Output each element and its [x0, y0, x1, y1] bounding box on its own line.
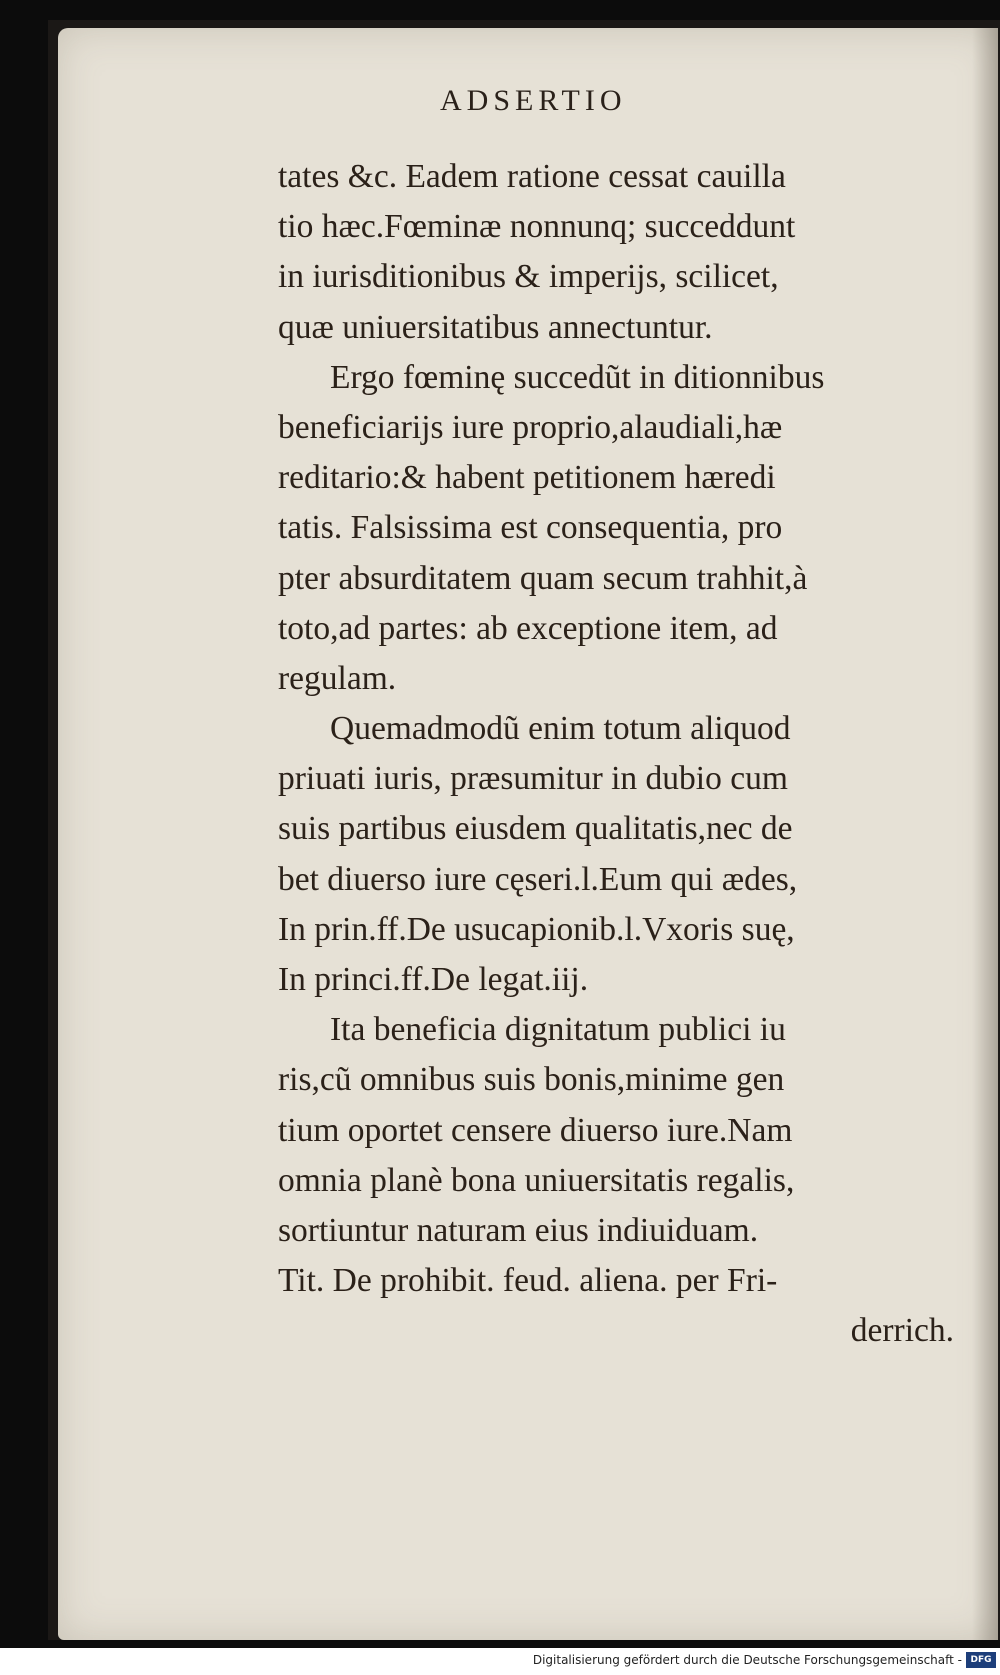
text-line: regulam.: [278, 659, 397, 697]
text-line: bet diuerso iure cęseri.l.Eum qui ædes,: [278, 860, 798, 898]
text-line: Ergo fœminę succedũt in ditionnibus: [330, 358, 825, 396]
footer-credit: Digitalisierung gefördert durch die Deutsche Forschungsgemeinschaft -: [532, 1653, 962, 1667]
text-line: ris,cũ omnibus suis bonis,minime gen: [278, 1061, 785, 1099]
text-line: Quemadmodũ enim totum aliquod: [330, 710, 791, 748]
text-line: quæ uniuersitatibus annectuntur.: [278, 308, 713, 346]
text-line: pter absurditatem quam secum trahhit,à: [278, 559, 808, 597]
text-line: suis partibus eiusdem qualitatis,nec de: [278, 810, 793, 848]
text-line: Ita beneficia dignitatum publici iu: [330, 1011, 786, 1049]
dfg-logo: DFG: [966, 1652, 996, 1668]
text-line: omnia planè bona uniuersitatis regalis,: [278, 1161, 795, 1199]
page-spine-shadow: [972, 28, 998, 1640]
text-line: In princi.ff.De legat.iij.: [278, 961, 589, 998]
running-head: ADSERTIO: [440, 84, 627, 117]
catchword: derrich.: [850, 1312, 954, 1350]
text-line: reditario:& habent petitionem hæredi: [278, 459, 776, 497]
text-line: beneficiarijs iure proprio,alaudiali,hæ: [278, 408, 783, 446]
text-line: tates &c. Eadem ratione cessat cauilla: [278, 158, 786, 195]
footer-bar: [0, 1648, 1000, 1675]
text-line: tium oportet censere diuerso iure.Nam: [278, 1111, 793, 1149]
text-line: in iurisditionibus & imperijs, scilicet,: [278, 258, 779, 296]
text-line: toto,ad partes: ab exceptione item, ad: [278, 609, 778, 647]
text-line: priuati iuris, præsumitur in dubio cum: [278, 760, 788, 798]
text-line: In prin.ff.De usucapionib.l.Vxoris suę,: [278, 910, 795, 948]
text-line: Tit. De prohibit. feud. aliena. per Fri-: [278, 1262, 778, 1300]
text-line: sortiuntur naturam eius indiuiduam.: [278, 1211, 759, 1249]
body-text: [278, 152, 968, 1357]
text-line: tatis. Falsissima est consequentia, pro: [278, 509, 783, 547]
text-line: tio hæc.Fœminæ nonnunq; succeddunt: [278, 208, 796, 246]
